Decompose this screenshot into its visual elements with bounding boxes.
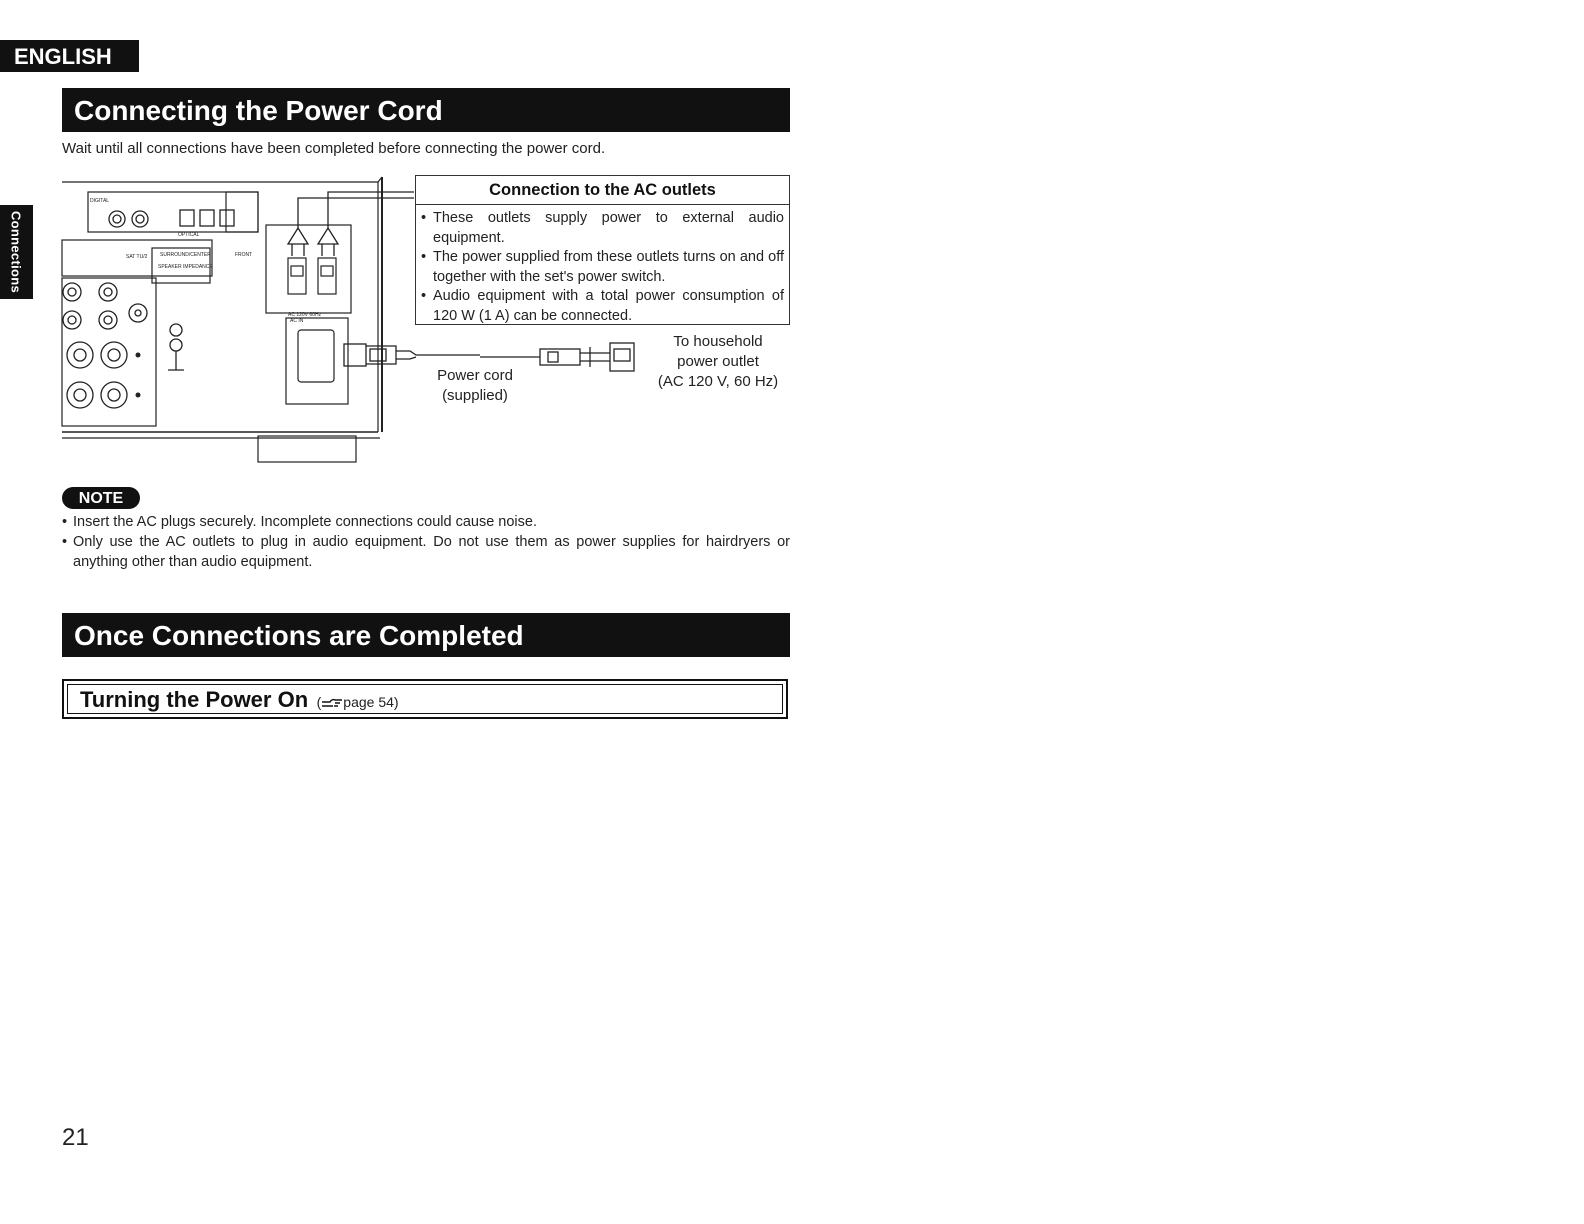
page-reference[interactable] xyxy=(317,694,399,710)
page-number: 21 xyxy=(62,1124,89,1151)
section-side-tab xyxy=(0,205,33,299)
svg-text:OPTICAL: OPTICAL xyxy=(178,232,200,238)
outlet-label-line1: To household xyxy=(673,333,763,350)
ac-outlets-info-box xyxy=(415,175,790,325)
list-item: • Insert the AC plugs securely. Incomplete connections could cause noise. xyxy=(62,512,790,532)
page-ref-text: page 54) xyxy=(343,694,399,710)
list-item: • These outlets supply power to external audio equipment. xyxy=(421,209,784,248)
power-cord-label-line1: Power cord xyxy=(437,367,513,384)
page-ref-open: ( xyxy=(316,694,322,710)
svg-text:FRONT: FRONT xyxy=(235,252,253,258)
intro-text: Wait until all connections have been completed before connecting the power cord. xyxy=(62,140,606,157)
list-item: • Audio equipment with a total power consumption of 120 W (1 A) can be connected. xyxy=(421,287,784,326)
ac-outlets-list xyxy=(416,205,789,326)
ac-outlets-heading: Connection to the AC outlets xyxy=(416,176,789,205)
svg-text:SAT TU/2: SAT TU/2 xyxy=(126,254,148,260)
list-item: • Only use the AC outlets to plug in audio equipment. Do not use them as power supplies for hairdryers or anything other than audio equipment. xyxy=(62,532,790,572)
outlet-label-line2: power outlet xyxy=(677,353,759,370)
note-badge: NOTE xyxy=(62,487,140,509)
svg-text:SPEAKER IMPEDANCE: SPEAKER IMPEDANCE xyxy=(158,264,213,270)
section-title-connections-completed: Once Connections are Completed xyxy=(62,613,790,657)
outlet-label-line3: (AC 120 V, 60 Hz) xyxy=(657,373,779,390)
side-tab-label: Connections xyxy=(8,210,24,294)
household-outlet-label xyxy=(648,332,788,392)
svg-text:AC 120V 60Hz: AC 120V 60Hz xyxy=(288,312,322,318)
svg-text:DIGITAL: DIGITAL xyxy=(90,198,110,204)
subheading-title: Turning the Power On xyxy=(80,687,309,712)
pointing-hand-icon xyxy=(321,697,343,709)
power-cord-label-line2: (supplied) xyxy=(442,387,508,404)
power-cord-label xyxy=(420,366,530,406)
subheading-box xyxy=(62,679,788,719)
note-list xyxy=(62,512,790,572)
svg-text:AC IN: AC IN xyxy=(290,318,304,324)
list-item: • The power supplied from these outlets turns on and off together with the set's power switch. xyxy=(421,248,784,287)
language-tab: ENGLISH xyxy=(0,40,139,72)
section-title-power-cord: Connecting the Power Cord xyxy=(62,88,790,132)
svg-text:SURROUND/CENTER: SURROUND/CENTER xyxy=(160,252,211,258)
